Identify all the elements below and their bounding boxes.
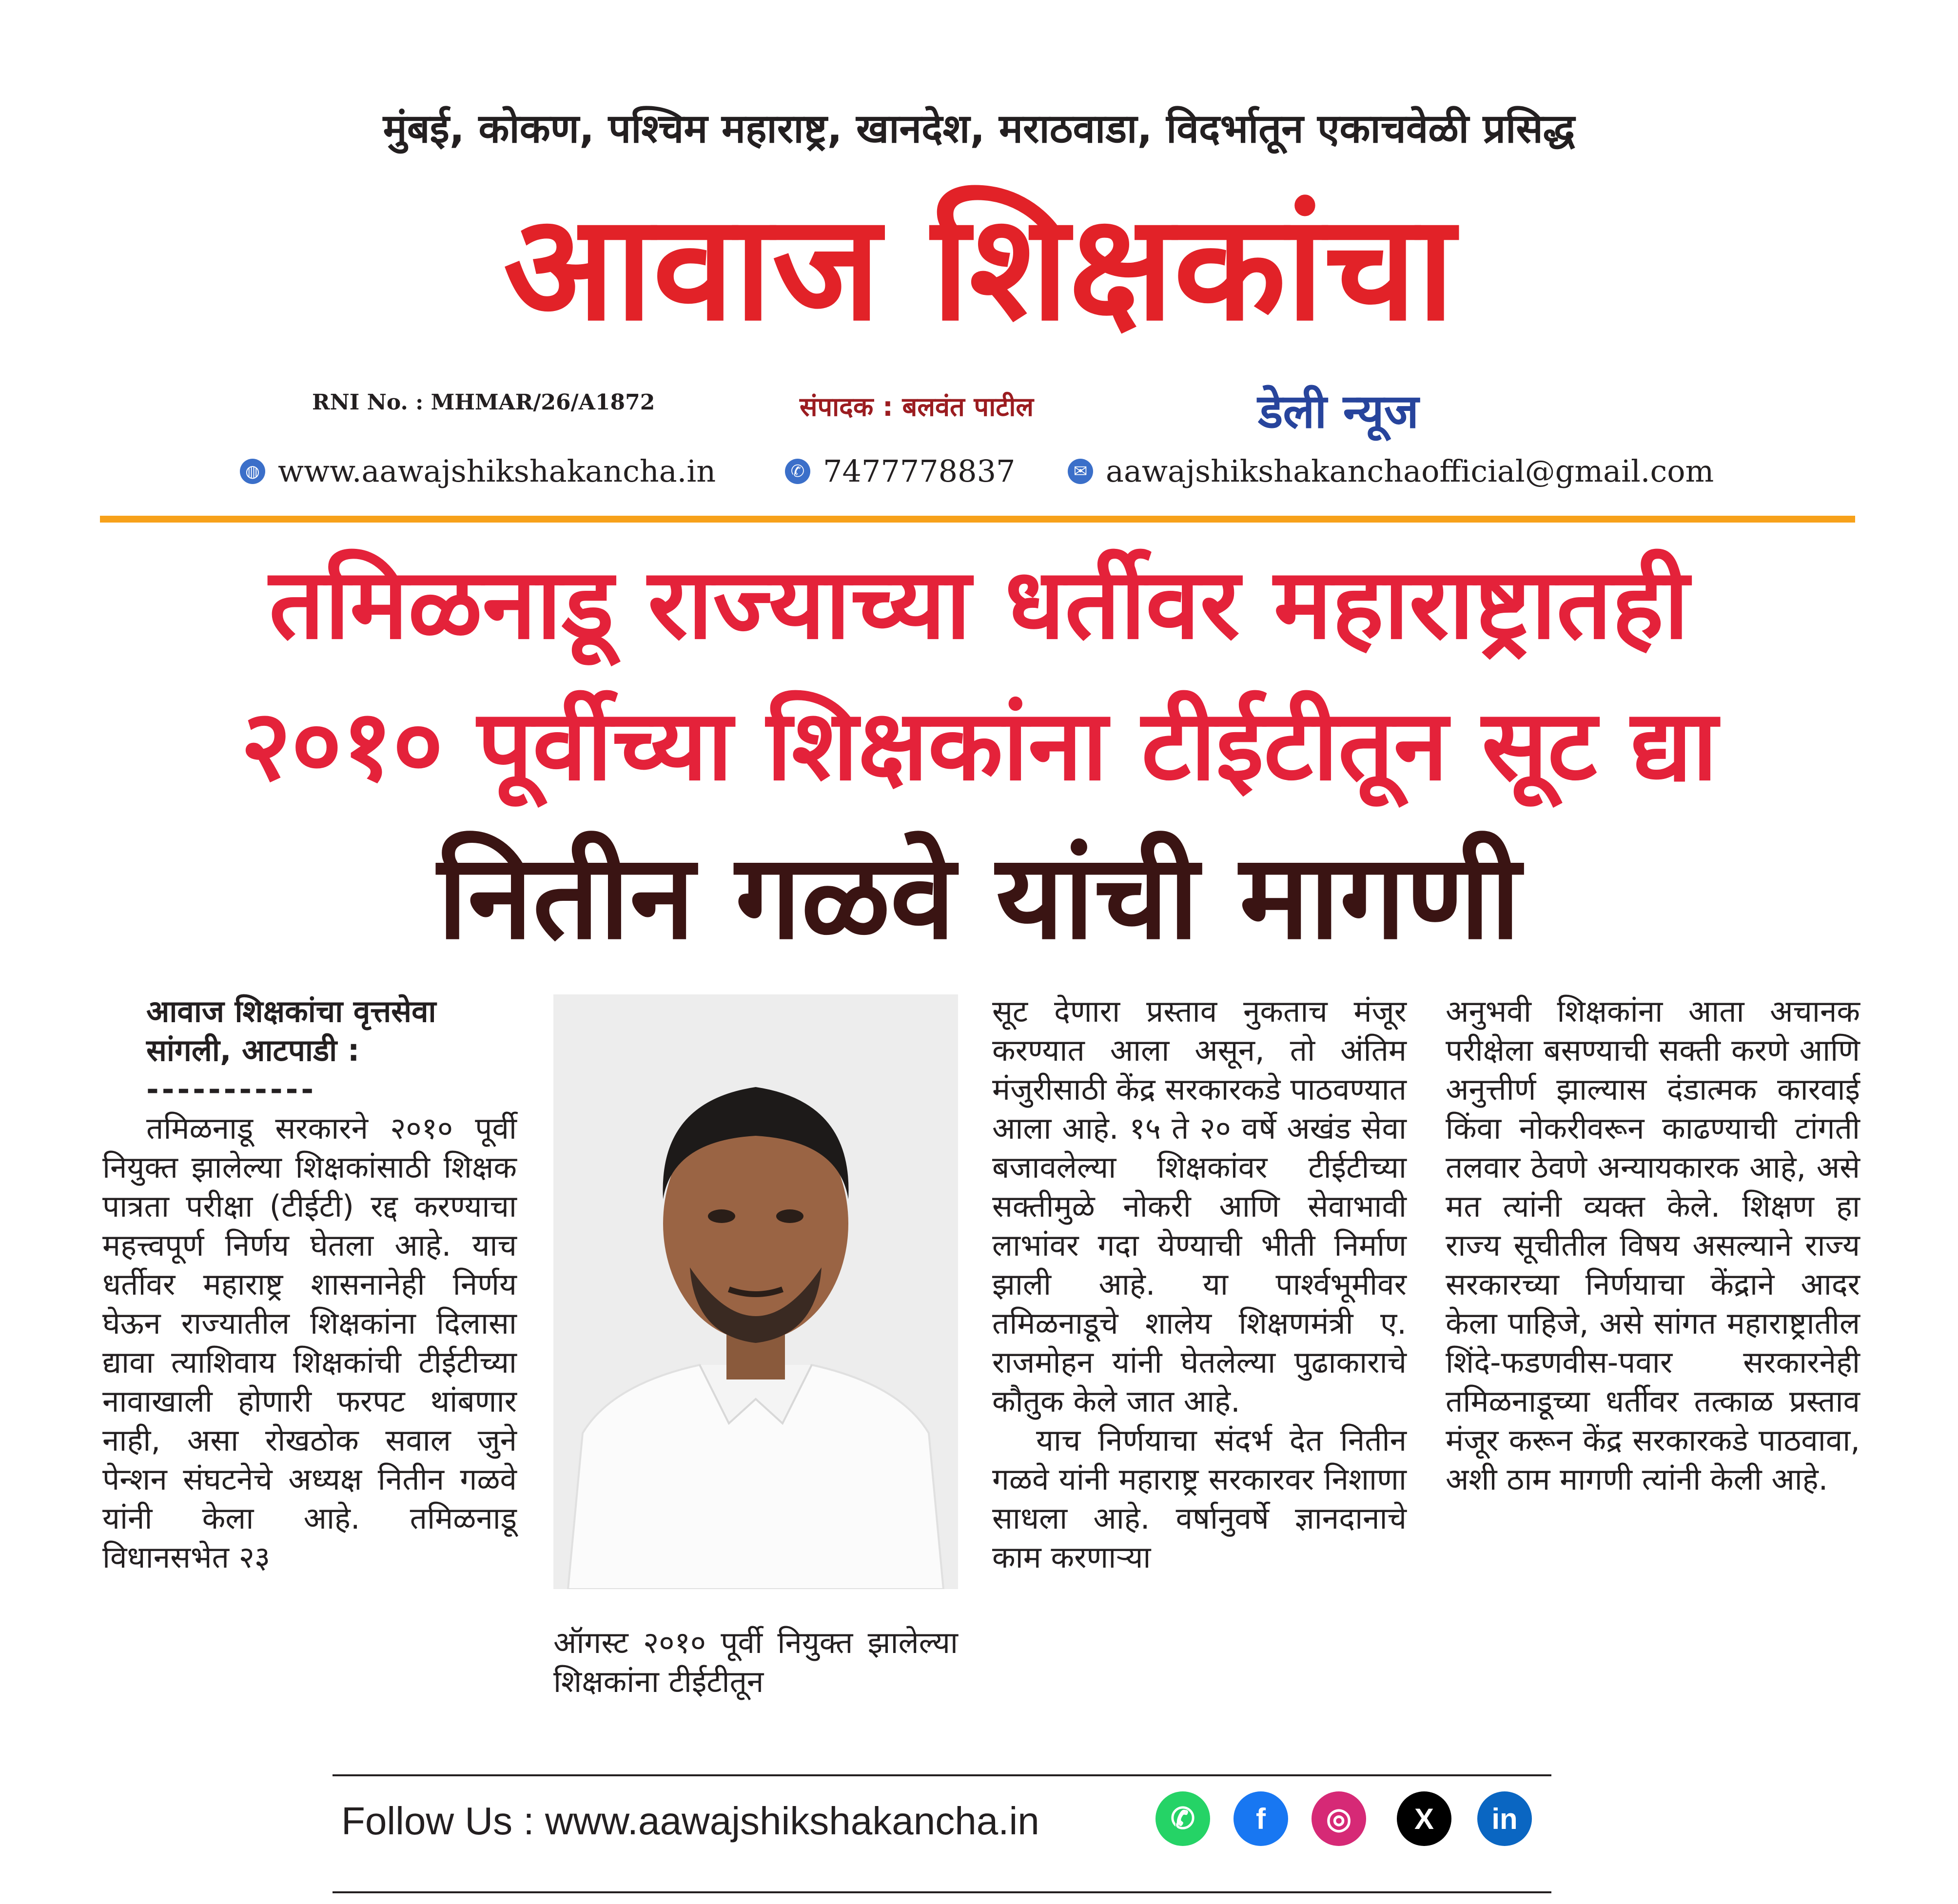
editor-name: संपादक : बलवंत पाटील (800, 391, 1034, 422)
website-text: www.aawajshikshakancha.in (278, 453, 716, 489)
article-column-4 (1446, 992, 1860, 1499)
article-column-1 (102, 992, 517, 1577)
instagram-icon[interactable]: ◎ (1312, 1791, 1366, 1846)
follow-us-link[interactable]: Follow Us : www.aawajshikshakancha.in (341, 1799, 1039, 1843)
photo-caption: ऑगस्ट २०१० पूर्वी नियुक्त झालेल्या शिक्षकांना टीईटीतून (553, 1625, 958, 1699)
contact-phone[interactable] (785, 453, 1015, 489)
tagline: मुंबई, कोकण, पश्चिम महाराष्ट्र, खानदेश, मराठवाडा, विदर्भातून एकाचवेळी प्रसिद्ध (383, 106, 1575, 152)
byline-agency: आवाज शिक्षकांचा वृत्तसेवा (146, 993, 436, 1029)
article-paragraph: याच निर्णयाचा संदर्भ देत नितीन गळवे यांनी महाराष्ट्र सरकारवर निशाणा साधला आहे. वर्षानुवर्षे ज्ञानदानाचे काम करणाऱ्या (992, 1422, 1407, 1575)
article-column-3 (992, 992, 1407, 1577)
phone-icon: ✆ (785, 459, 810, 484)
email-text: aawajshikshakanchaofficial@gmail.com (1106, 453, 1714, 489)
whatsapp-icon[interactable]: ✆ (1155, 1791, 1210, 1846)
contact-email[interactable] (1068, 453, 1714, 489)
phone-text: 7477778837 (823, 453, 1016, 489)
portrait-photo (553, 994, 958, 1589)
facebook-icon[interactable]: f (1234, 1791, 1288, 1846)
header-divider (100, 516, 1855, 523)
article-paragraph: सूट देणारा प्रस्ताव नुकताच मंजूर करण्यात आला असून, तो अंतिम मंजुरीसाठी केंद्र सरकारकडे पाठवण्यात आला आहे. १५ ते २० वर्षे अखंड सेवा बजावलेल्या शिक्षकांवर टीईटीच्या सक्तीमुळे नोकरी आणि सेवाभावी लाभांवर गदा येण्याची भीती निर्माण झाली आहे. या पार्श्वभूमीवर तमिळनाडूचे शालेय शिक्षणमंत्री ए. राजमोहन यांनी घेतलेल्या पुढाकाराचे कौतुक केले जात आहे. (992, 993, 1407, 1419)
article-paragraph: तमिळनाडू सरकारने २०१० पूर्वी नियुक्त झालेल्या शिक्षकांसाठी शिक्षक पात्रता परीक्षा (टीईटी) रद्द करण्याचा महत्त्वपूर्ण निर्णय घेतला आहे. याच धर्तीवर महाराष्ट्र शासनानेही निर्णय घेऊन राज्यातील शिक्षकांना दिलासा द्यावा त्याशिवाय शिक्षकांची टीईटीच्या नावाखाली होणारी फरपट थांबणार नाही, असा रोखठोक सवाल जुने पेन्शन संघटनेचे अध्यक्ष नितीन गळवे यांनी केला आहे. तमिळनाडू विधानसभेत २३ (102, 1110, 517, 1575)
x-icon[interactable]: X (1397, 1791, 1451, 1846)
linkedin-icon[interactable]: in (1477, 1791, 1532, 1846)
subheadline: नितीन गळवे यांची मागणी (437, 829, 1521, 965)
byline-location: सांगली, आटपाडी : (146, 1032, 360, 1068)
masthead-title: आवाज शिक्षकांचा (503, 183, 1455, 353)
headline-line-2: २०१० पूर्वीच्या शिक्षकांना टीईटीतून सूट द्या (240, 689, 1718, 802)
article-paragraph: अनुभवी शिक्षकांना आता अचानक परीक्षेला बसण्याची सक्ती करणे आणि अनुत्तीर्ण झाल्यास दंडात्मक कारवाई किंवा नोकरीवरून काढण्याची टांगती तलवार ठेवणे अन्यायकारक आहे, असे मत त्यांनी व्यक्त केले. शिक्षण हा राज्य सूचीतील विषय असल्याने राज्य सरकारच्या निर्णयाचा केंद्राने आदर केला पाहिजे, असे सांगत महाराष्ट्रातील शिंदे-फडणवीस-पवार सरकारनेही तमिळनाडूच्या धर्तीवर तत्काळ प्रस्ताव मंजूर करून केंद्र सरकारकडे पाठवावा, अशी ठाम मागणी त्यांनी केली आहे. (1446, 993, 1860, 1497)
globe-icon: ◍ (240, 459, 265, 484)
footer-divider-bottom (333, 1891, 1551, 1893)
person-portrait-image (553, 994, 958, 1589)
byline-divider: ----------- (146, 1071, 317, 1107)
rni-number: RNI No. : MHMAR/26/A1872 (312, 390, 655, 415)
headline-line-1: तमिळनाडू राज्याच्या धर्तीवर महाराष्ट्रातही (269, 547, 1689, 661)
daily-news-label: डेली न्यूज (1258, 384, 1419, 439)
mail-icon: ✉ (1068, 459, 1093, 484)
contact-website[interactable] (240, 453, 716, 489)
footer-divider-top (333, 1774, 1551, 1776)
